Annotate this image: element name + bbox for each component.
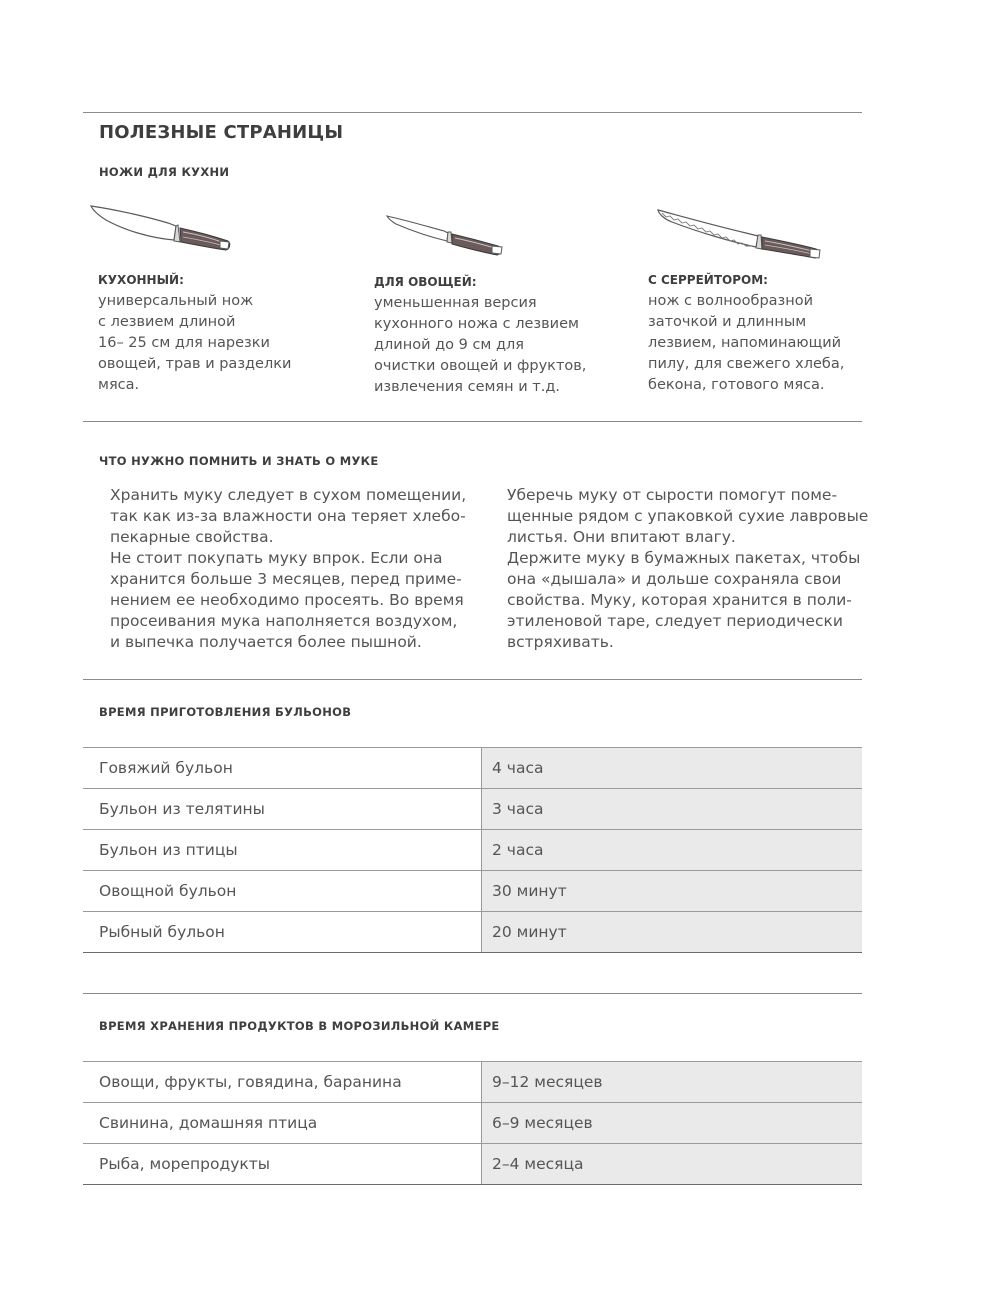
broth-time: 20 минут <box>482 912 863 953</box>
broth-time: 3 часа <box>482 789 863 830</box>
broth-name: Овощной бульон <box>83 871 482 912</box>
knife-serrated <box>648 270 844 396</box>
knife-paring <box>374 272 586 398</box>
freezer-product: Рыба, морепродукты <box>83 1144 482 1185</box>
knives-divider <box>83 421 862 422</box>
broth-name: Бульон из телятины <box>83 789 482 830</box>
flour-heading: ЧТО НУЖНО ПОМНИТЬ И ЗНАТЬ О МУКЕ <box>99 454 379 468</box>
knives-heading: НОЖИ ДЛЯ КУХНИ <box>99 165 230 179</box>
broth-time: 2 часа <box>482 830 863 871</box>
flour-text-right: Уберечь муку от сырости помогут поме- щенные рядом с упаковкой сухие лавровые листья. Они впитают влагу. Держите муку в бумажных пакетах, чтобы она «дышала» и дольше сохраняла свои свойства. Муку, которая хранится в поли- этиленовой таре, следует периодически встряхивать. <box>507 486 869 651</box>
freezer-time: 6–9 месяцев <box>482 1103 863 1144</box>
broth-name: Бульон из птицы <box>83 830 482 871</box>
freezer-heading: ВРЕМЯ ХРАНЕНИЯ ПРОДУКТОВ В МОРОЗИЛЬНОЙ КАМЕРЕ <box>99 1019 500 1033</box>
table-row <box>83 789 862 830</box>
knife-paring-description: уменьшенная версия кухонного ножа с лезвием длиной до 9 см для очистки овощей и фруктов, извлечения семян и т.д. <box>374 295 587 395</box>
knife-chef <box>98 270 291 396</box>
knife-chef-title: КУХОННЫЙ: <box>98 273 184 287</box>
table-row <box>83 1062 862 1103</box>
table-row <box>83 830 862 871</box>
broth-name: Говяжий бульон <box>83 748 482 789</box>
freezer-product: Овощи, фрукты, говядина, баранина <box>83 1062 482 1103</box>
freezer-time: 2–4 месяца <box>482 1144 863 1185</box>
broth-name: Рыбный бульон <box>83 912 482 953</box>
flour-divider <box>83 679 862 680</box>
chef-knife-icon <box>88 200 234 256</box>
freezer-product: Свинина, домашняя птица <box>83 1103 482 1144</box>
serrated-knife-icon <box>654 204 826 262</box>
broth-table <box>83 747 862 953</box>
table-row <box>83 912 862 953</box>
broth-divider <box>83 993 862 994</box>
broth-time: 4 часа <box>482 748 863 789</box>
table-row <box>83 1103 862 1144</box>
top-divider <box>83 112 862 113</box>
knife-serrated-title: С СЕРРЕЙТОРОМ: <box>648 273 768 287</box>
flour-text-left: Хранить муку следует в сухом помещении, так как из-за влажности она теряет хлебо- пекарные свойства. Не стоит покупать муку впрок. Если она хранится больше 3 месяцев, перед приме- нением ее необходимо просеять. Во время просеивания мука наполняется воздухом, и выпечка получается более пышной. <box>110 486 467 651</box>
broth-time: 30 минут <box>482 871 863 912</box>
freezer-time: 9–12 месяцев <box>482 1062 863 1103</box>
broth-heading: ВРЕМЯ ПРИГОТОВЛЕНИЯ БУЛЬОНОВ <box>99 705 352 719</box>
knife-paring-title: ДЛЯ ОВОЩЕЙ: <box>374 275 477 289</box>
knife-serrated-description: нож с волнообразной заточкой и длинным лезвием, напоминающий пилу, для свежего хлеба, бекона, готового мяса. <box>648 293 845 393</box>
freezer-table <box>83 1061 862 1185</box>
knife-chef-description: универсальный нож с лезвием длиной 16– 25 см для нарезки овощей, трав и разделки мяса. <box>98 293 292 393</box>
table-row <box>83 748 862 789</box>
table-row <box>83 871 862 912</box>
page-title: ПОЛЕЗНЫЕ СТРАНИЦЫ <box>99 122 344 143</box>
paring-knife-icon <box>384 210 510 260</box>
table-row <box>83 1144 862 1185</box>
